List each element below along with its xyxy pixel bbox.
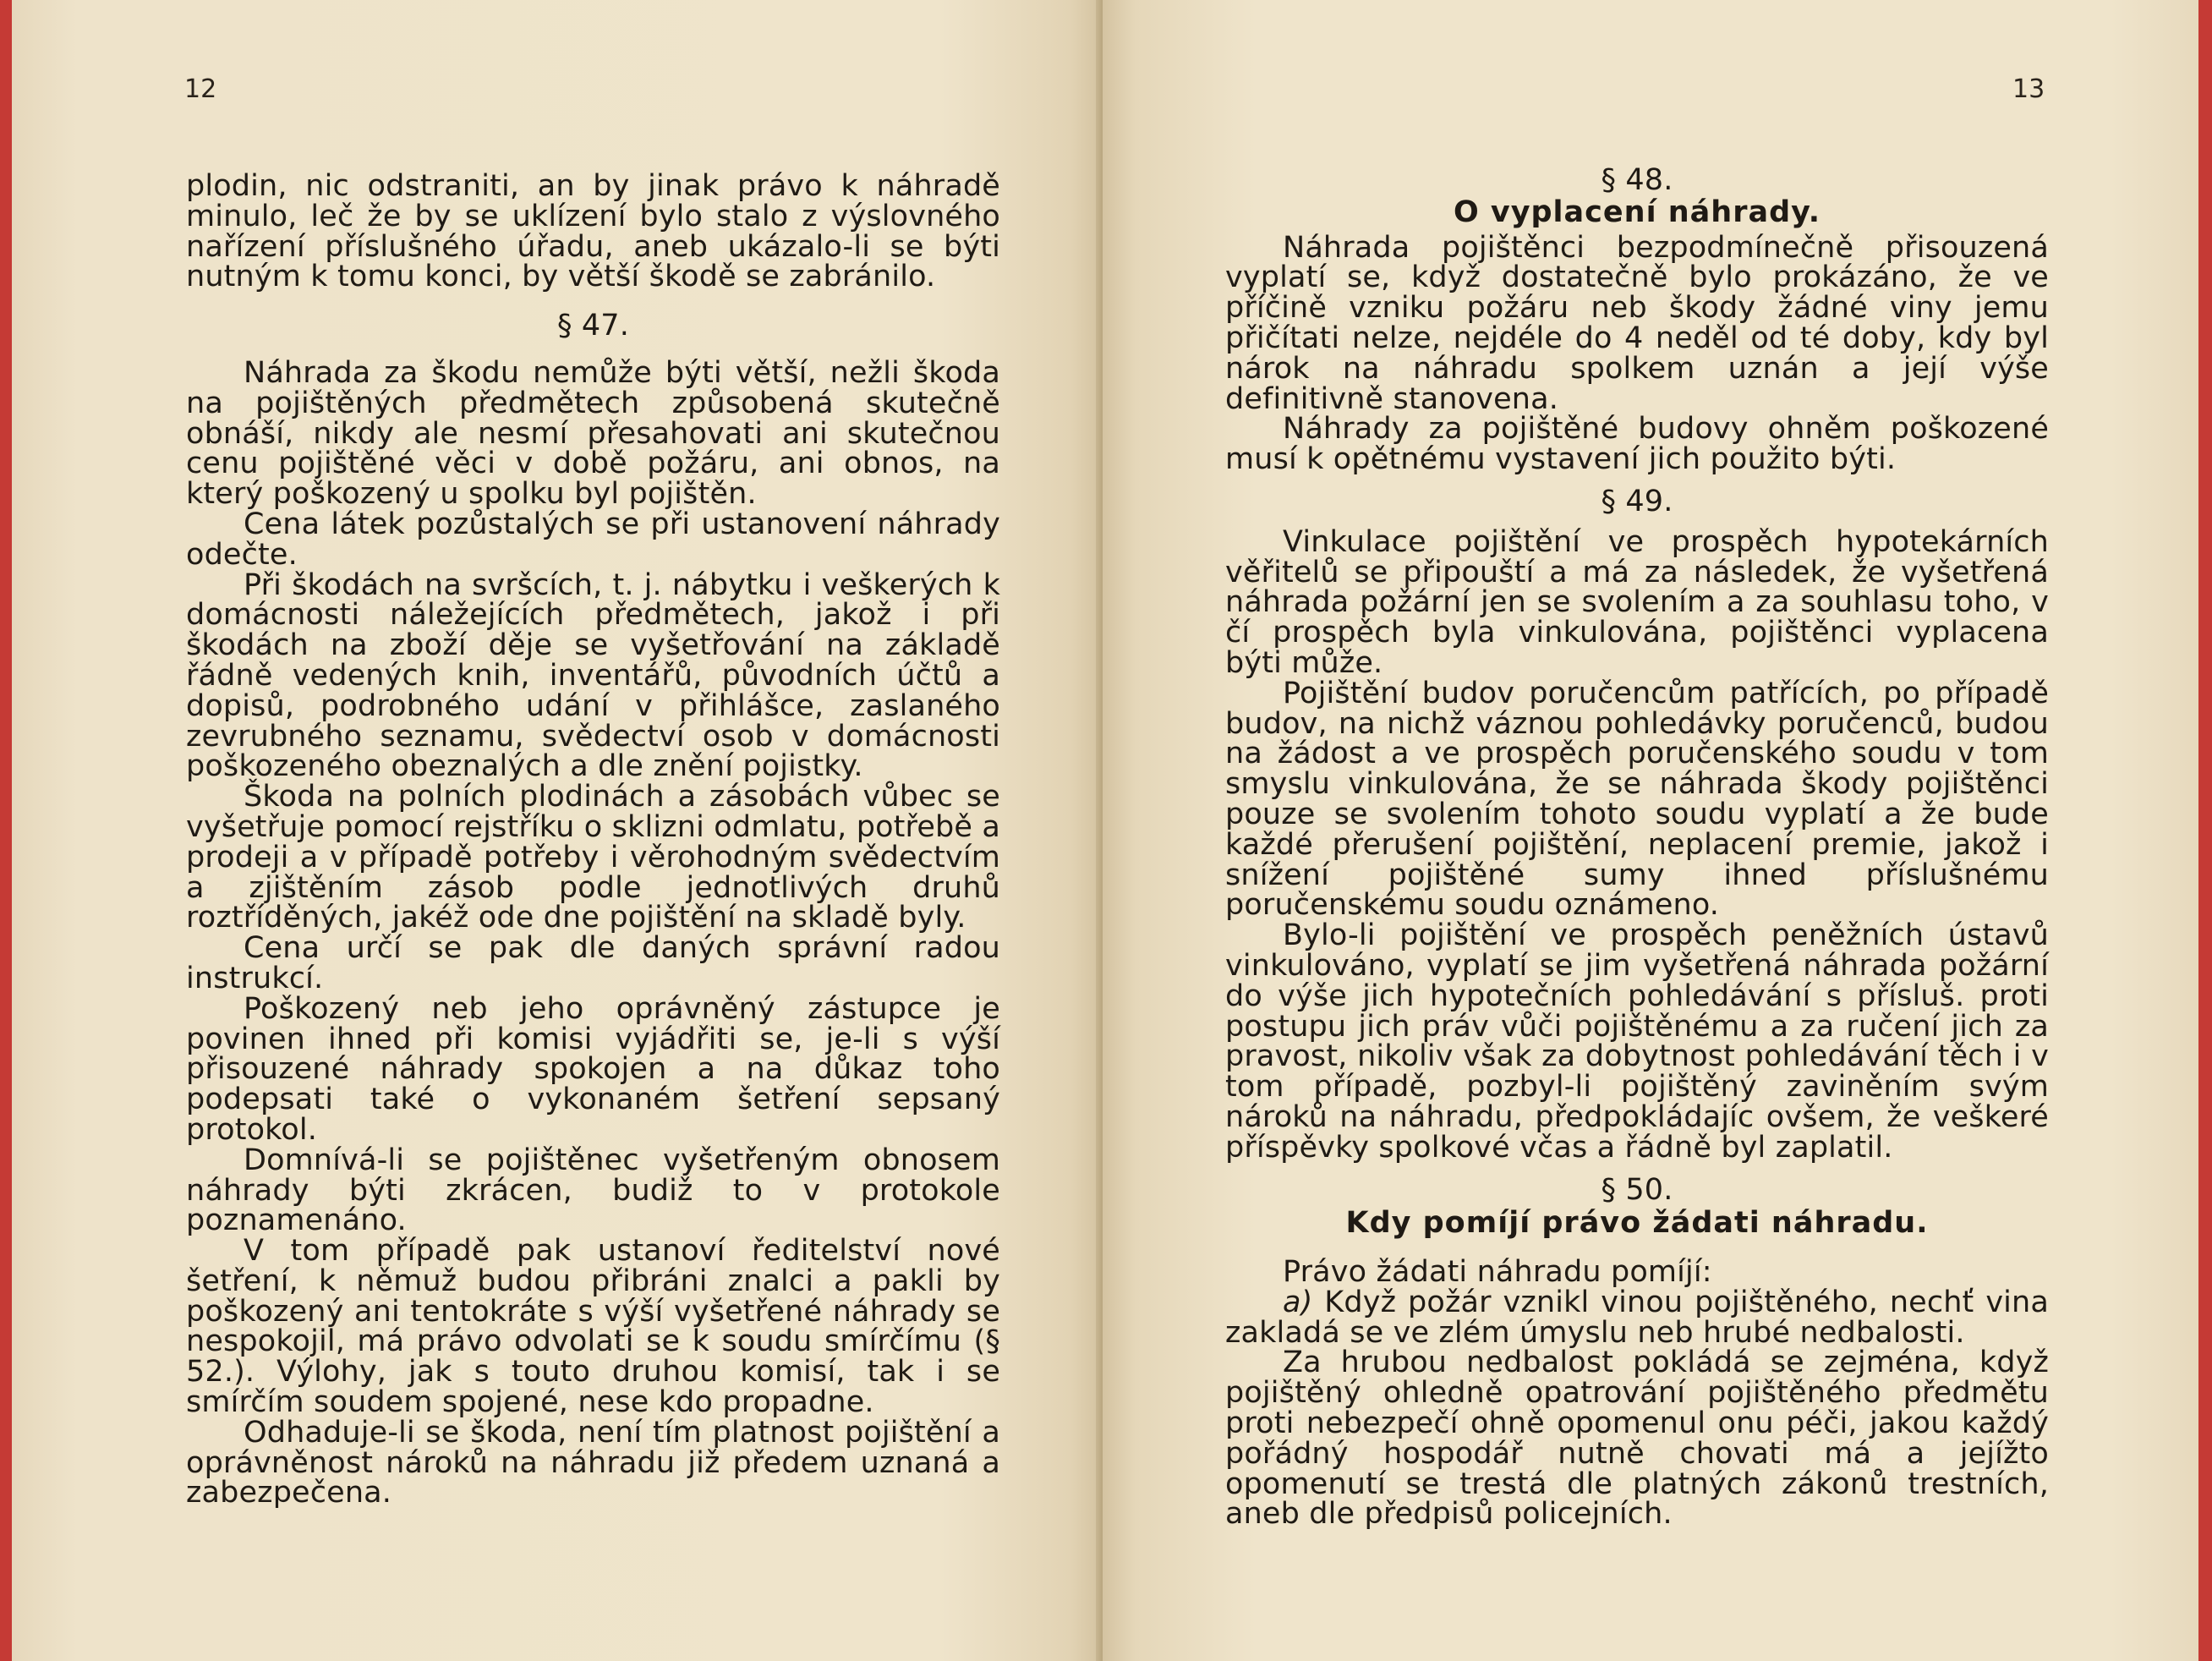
paragraph: Za hrubou nedbalost pokládá se zejména, když pojištěný ohledně opatrování pojištěného předmětu proti nebezpečí ohně opomenul onu péči, jakou každý pořádný hospodář nutně chovati má a jejížto opomenutí se trestá dle platných zákonů trestních, aneb dle předpisů policejních. bbox=[1225, 1346, 2049, 1532]
paragraph: Pojištění budov poručencům patřících, po případě budov, na nichž váznou pohledávky poručenců, budou na žádost a ve prospěch poručenského soudu v tom smyslu vinkulována, že se náhrada škody pojištěnci pouze se svolením tohoto soudu vyplatí a že bude každé přerušení pojištění, neplacení premie, jakož i snížení pojištěné sumy ihned příslušnému poručenskému soudu oznámeno. bbox=[1225, 676, 2049, 923]
paragraph: Náhrada za škodu nemůže býti větší, nežli škoda na pojištěných předmětech způsobená skutečně obnáší, nikdy ale nesmí přesahovati ani skutečnou cenu pojištěné věci v době požáru, ani obnos, na který poškozený u spolku byl pojištěn. bbox=[186, 355, 1000, 512]
list-item-a bbox=[1225, 1285, 2049, 1350]
paragraph: V tom případě pak ustanoví ředitelství nové šetření, k němuž budou přibráni znalci a pakli by poškozený ani tentokráte s výší vyšetřené náhrady se nespokojil, má právo odvolati se k soudu smírčímu (§ 52.). Výlohy, jak s touto druhou komisí, tak i se smírčím soudem spojené, nese kdo propadne. bbox=[186, 1234, 1000, 1420]
page-number-right: 13 bbox=[2012, 74, 2045, 104]
intro-paragraph: plodin, nic odstraniti, an by jinak právo k náhradě minulo, leč že by se uklízení bylo stalo z výslovného nařízení příslušného úřadu, aneb ukázalo-li se býti nutným k tomu konci, by větší škodě se zabránilo. bbox=[186, 169, 1000, 294]
paragraph: Bylo-li pojištění ve prospěch peněžních ústavů vinkulováno, vyplatí se jim vyšetřená náhrada požární do výše jich hypotečních pohledávání s přísluš. proti postupu jich práv vůči pojištěnému a za ručení jich za pravost, nikoliv však za dobytnost pohledávání těch i v tom případě, pozbyl-li pojištěný zaviněním svým nároků na náhradu, předpokládajíc ovšem, že veškeré příspěvky spolkové včas a řádně byl zaplatil. bbox=[1225, 918, 2049, 1165]
paragraph: Při škodách na svršcích, t. j. nábytku i veškerých k domácnosti náležejících předmětech, jakož i při škodách na zboží děje se vyšetřování na základě řádně vedených knih, inventářů, původních účtů a dopisů, podrobného udání v přihlášce, zaslaného zevrubného seznamu, svědectví osob v domácnosti poškozeného obeznalých a dle znění pojistky. bbox=[186, 567, 1000, 784]
left-text-column bbox=[186, 169, 1000, 1510]
section-heading-48: § 48. bbox=[1601, 163, 1673, 197]
paragraph: Škoda na polních plodinách a zásobách vůbec se vyšetřuje pomocí rejstříku o sklizni odmlatu, potřebě a prodeji a v případě potřeby i věrohodným svědectvím a zjištěním zásob podle jednotlivých druhů roztříděných, jakéž ode dne pojištění na skladě byly. bbox=[186, 780, 1000, 935]
paragraph: Vinkulace pojištění ve prospěch hypotekárních věřitelů se připouští a má za následek, že vyšetřená náhrada požární jen se svolením a za souhlasu toho, v čí prospěch byla vinkulována, pojištěnci vyplacena býti může. bbox=[1225, 524, 2049, 680]
item-text: Když požár vznikl vinou pojištěného, nechť vina zakladá se ve zlém úmyslu neb hrubé nedbalosti. bbox=[1225, 1285, 2049, 1350]
paragraph: Náhrady za pojištěné budovy ohněm poškozené musí k opětnému vystavení jich použito býti. bbox=[1225, 412, 2049, 477]
paragraph: Poškozený neb jeho oprávněný zástupce je povinen ihned při komisi vyjádřiti se, je-li s výší přisouzené náhrady spokojen a na důkaz toho podepsati také o vykonaném šetření sepsaný protokol. bbox=[186, 991, 1000, 1147]
item-marker: a) bbox=[1283, 1285, 1313, 1319]
paragraph: Náhrada pojištěnci bezpodmínečně přisouzená vyplatí se, když dostatečně bylo prokázáno, že ve příčině vzniku požáru neb škody žádné viny jemu přičítati nelze, nejdéle do 4 neděl od té doby, kdy byl nárok na náhradu spolkem uznán a její výše definitivně stanovena. bbox=[1225, 230, 2049, 416]
heading-50: Kdy pomíjí právo žádati náhradu. bbox=[1345, 1206, 1929, 1241]
paragraph: Odhaduje-li se škoda, není tím platnost pojištění a oprávněnost nároků na náhradu již předem uznaná a zabezpečena. bbox=[186, 1415, 1000, 1510]
heading-48: O vyplacení náhrady. bbox=[1453, 195, 1821, 229]
paragraph: Domnívá-li se pojištěnec vyšetřeným obnosem náhrady býti zkrácen, budiž to v protokole poznamenáno. bbox=[186, 1143, 1000, 1238]
right-text-column bbox=[1225, 163, 2049, 1532]
section-heading-47: § 47. bbox=[556, 309, 630, 343]
paragraph: Cena určí se pak dle daných správní radou instrukcí. bbox=[186, 931, 1000, 995]
section-heading-49: § 49. bbox=[1601, 484, 1673, 518]
paragraph: Cena látek pozůstalých se při ustanovení náhrady odečte. bbox=[186, 507, 1000, 572]
paragraph: Právo žádati náhradu pomíjí: bbox=[1283, 1255, 1712, 1290]
page-number-left: 12 bbox=[184, 74, 217, 104]
section-heading-50: § 50. bbox=[1601, 1172, 1673, 1207]
